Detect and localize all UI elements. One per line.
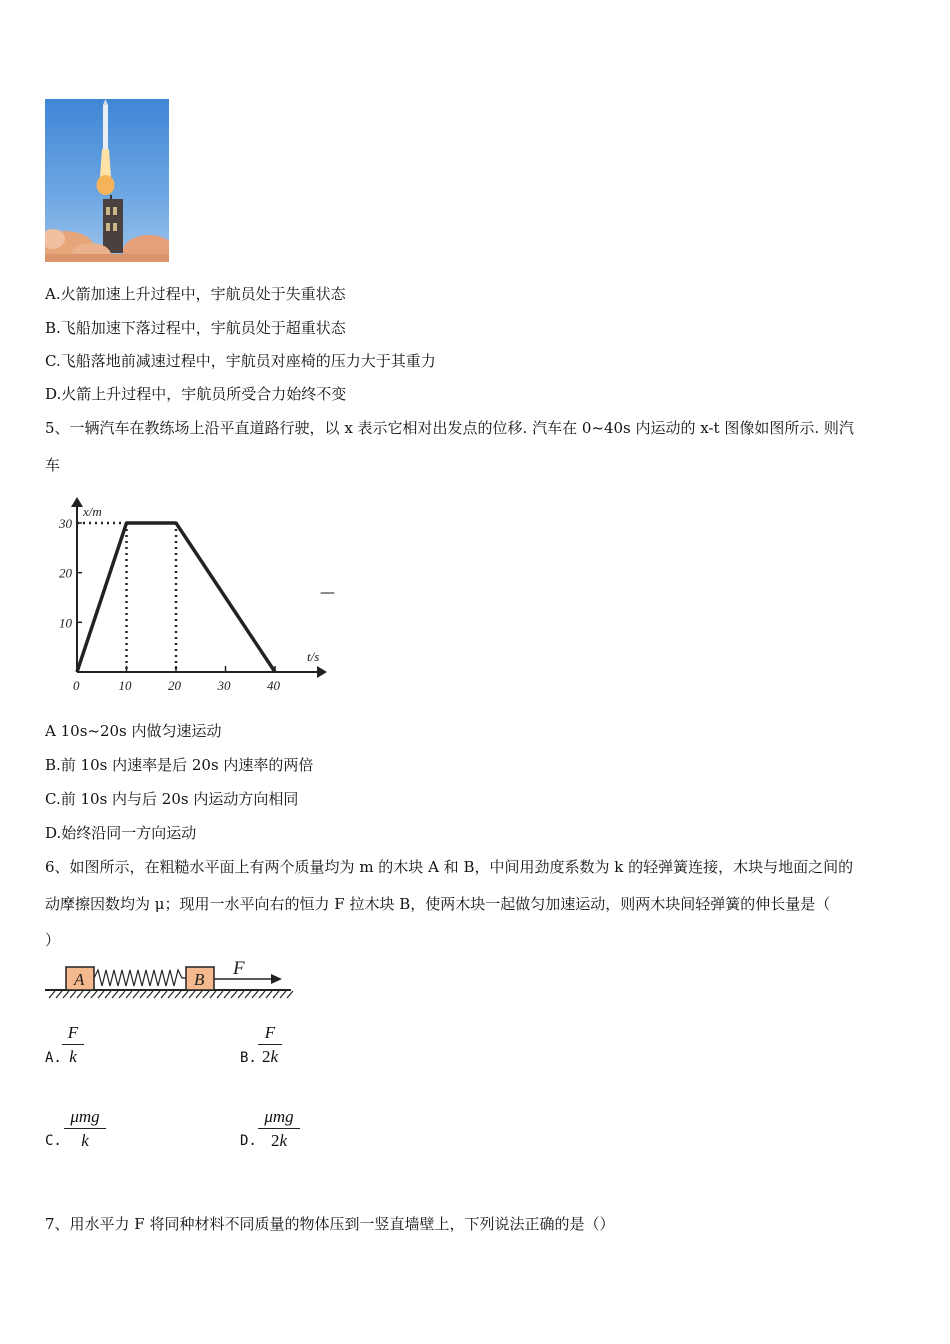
ground-hatch-mark xyxy=(70,991,76,998)
y-axis-label: x/m xyxy=(83,504,102,519)
xt-graph xyxy=(45,495,335,695)
ground-hatch-mark xyxy=(105,991,111,998)
q5-stem-line2: 车 xyxy=(45,456,61,474)
q6-option-c-fraction xyxy=(64,1107,106,1151)
q6-option-a-letter: A. xyxy=(45,1050,62,1066)
ground-hatch-mark xyxy=(280,991,286,998)
ground-hatch-mark xyxy=(126,991,132,998)
ground-hatch-mark xyxy=(266,991,272,998)
ground-hatch-mark xyxy=(133,991,139,998)
ground-hatch-mark xyxy=(56,991,62,998)
ground-hatch-mark xyxy=(98,991,104,998)
q5-option-a: A 10s~20s 内做匀速运动 xyxy=(45,722,222,740)
y-tick-label-20: 20 xyxy=(59,565,72,581)
x-tick-label-0: 0 xyxy=(73,678,80,693)
q6-option-c-denominator: k xyxy=(81,1131,89,1150)
ground-hatch-mark xyxy=(217,991,223,998)
ground-hatch-mark xyxy=(259,991,265,998)
q5-option-c: C.前 10s 内与后 20s 内运动方向相同 xyxy=(45,790,299,808)
ground-hatch-mark xyxy=(140,991,146,998)
ground-hatch-mark xyxy=(252,991,258,998)
rocket-launch-photo xyxy=(45,99,169,262)
ground-hatch-mark xyxy=(49,991,55,998)
q6-stem-line2: 动摩擦因数均为 μ；现用一水平向右的恒力 F 拉木块 B，使两木块一起做匀加速运动，则两木块间轻弹簧的伸长量是（ xyxy=(45,895,831,913)
ground-hatch-mark xyxy=(175,991,181,998)
ground-hatch-mark xyxy=(196,991,202,998)
force-label: F xyxy=(233,958,245,979)
q6-option-b-letter: B. xyxy=(240,1050,257,1066)
y-axis-arrow xyxy=(71,497,83,507)
ground-hatch-mark xyxy=(63,991,69,998)
ground-hatch-mark xyxy=(210,991,216,998)
q6-option-d-letter: D. xyxy=(240,1133,257,1149)
q5-stem-line1: 5、一辆汽车在教练场上沿平直道路行驶，以 x 表示它相对出发点的位移. 汽车在 0~40s 内运动的 x-t 图像如图所示. 则汽 xyxy=(45,419,854,437)
ground-hatch-mark xyxy=(224,991,230,998)
x-tick-label-30: 30 xyxy=(217,678,231,693)
q6-option-c-letter: C. xyxy=(45,1133,62,1149)
ground-hatch-mark xyxy=(189,991,195,998)
ground-hatch-mark xyxy=(168,991,174,998)
q5-option-b: B.前 10s 内速率是后 20s 内速率的两倍 xyxy=(45,756,314,774)
q6-option-d-fraction xyxy=(258,1107,300,1151)
ground-hatch-mark xyxy=(203,991,209,998)
ground-hatch-mark xyxy=(238,991,244,998)
q6-option-a-numerator: F xyxy=(67,1023,79,1042)
q5-dash-mark: — xyxy=(320,583,335,601)
y-tick-label-30: 30 xyxy=(59,516,72,531)
y-tick-label-10: 10 xyxy=(59,615,72,631)
q6-option-c-numerator: μmg xyxy=(70,1107,100,1126)
q6-option-b-denominator: 2k xyxy=(261,1047,279,1066)
ground-hatch-mark xyxy=(154,991,160,998)
ground-hatch-mark xyxy=(182,991,188,998)
ground-hatch-mark xyxy=(245,991,251,998)
ground-hatch-mark xyxy=(91,991,97,998)
q6-option-d-denominator: 2k xyxy=(270,1131,288,1150)
ground-hatch-mark xyxy=(119,991,125,998)
force-arrowhead xyxy=(271,974,282,984)
ground-hatch-mark xyxy=(273,991,279,998)
q4-option-a: A.火箭加速上升过程中，宇航员处于失重状态 xyxy=(45,285,346,303)
spring xyxy=(94,970,186,986)
x-axis-label: t/s xyxy=(307,649,320,664)
x-tick-label-20: 20 xyxy=(168,678,181,693)
q4-option-d: D.火箭上升过程中，宇航员所受合力始终不变 xyxy=(45,385,347,403)
q7-stem: 7、用水平力 F 将同种材料不同质量的物体压到一竖直墙壁上，下列说法正确的是（） xyxy=(45,1215,615,1233)
ground-hatch-mark xyxy=(147,991,153,998)
q6-option-b-numerator: F xyxy=(264,1023,276,1042)
x-tick-label-40: 40 xyxy=(267,678,280,693)
block-a-label: A xyxy=(74,970,85,989)
q4-option-c: C.飞船落地前减速过程中，宇航员对座椅的压力大于其重力 xyxy=(45,352,436,370)
q6-option-a-fraction xyxy=(62,1023,84,1067)
x-axis-arrow xyxy=(317,666,327,678)
q6-stem-line3: ） xyxy=(45,931,61,949)
q6-option-a-denominator: k xyxy=(69,1047,77,1066)
ground-hatch-mark xyxy=(112,991,118,998)
block-b-label: B xyxy=(194,970,205,989)
q4-option-b: B.飞船加速下落过程中，宇航员处于超重状态 xyxy=(45,319,346,337)
spring-blocks-figure xyxy=(45,958,295,1002)
q5-option-d: D.始终沿同一方向运动 xyxy=(45,824,197,842)
ground-hatch-mark xyxy=(161,991,167,998)
ground-hatch-mark xyxy=(84,991,90,998)
ground-hatching xyxy=(49,991,293,998)
ground-hatch-mark xyxy=(77,991,83,998)
q6-stem-line1: 6、如图所示，在粗糙水平面上有两个质量均为 m 的木块 A 和 B，中间用劲度系数为 k 的轻弹簧连接，木块与地面之间的 xyxy=(45,858,854,876)
q6-option-d-numerator: μmg xyxy=(264,1107,294,1126)
x-tick-label-10: 10 xyxy=(118,678,132,693)
ground-hatch-mark xyxy=(287,991,293,998)
ground-hatch-mark xyxy=(231,991,237,998)
q6-option-b-fraction xyxy=(258,1023,282,1067)
